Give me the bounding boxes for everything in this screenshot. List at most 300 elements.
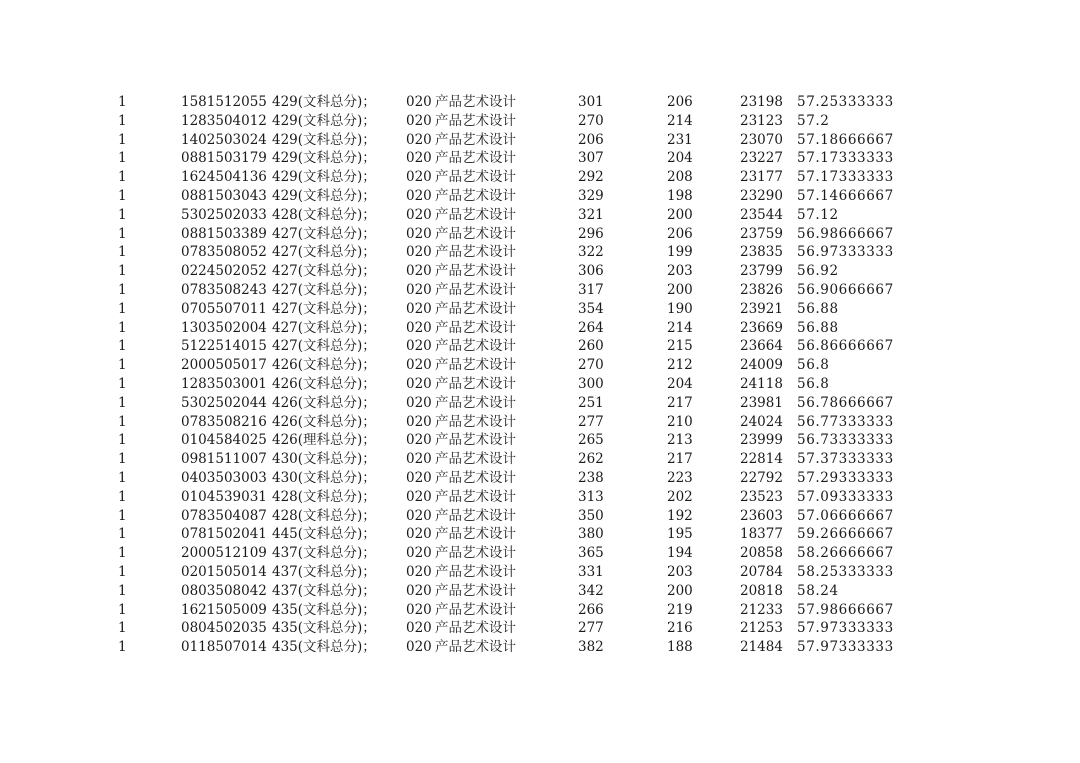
major-name-cell: 产品艺术设计 bbox=[435, 150, 516, 167]
score-a-cell: 270 bbox=[578, 112, 604, 129]
composite-score-cell: 58.25333333 bbox=[797, 563, 894, 580]
total-score-cell: 427(文科总分)； bbox=[272, 300, 376, 317]
major-code-cell: 020 bbox=[406, 545, 432, 562]
row-index-cell: 1 bbox=[118, 225, 127, 242]
rank-cell: 23123 bbox=[740, 112, 783, 129]
score-a-cell: 264 bbox=[578, 319, 604, 336]
rank-cell: 23523 bbox=[740, 488, 783, 505]
composite-score-cell: 58.26666667 bbox=[797, 545, 894, 562]
composite-score-cell: 57.14666667 bbox=[797, 187, 894, 204]
major-code-cell: 020 bbox=[406, 394, 432, 411]
table-row bbox=[0, 149, 1080, 168]
total-score-cell: 427(文科总分)； bbox=[272, 244, 376, 261]
table-row bbox=[0, 450, 1080, 469]
score-a-cell: 266 bbox=[578, 601, 604, 618]
score-a-cell: 306 bbox=[578, 263, 604, 280]
major-name-cell: 产品艺术设计 bbox=[435, 281, 516, 298]
table-row bbox=[0, 93, 1080, 112]
table-row bbox=[0, 582, 1080, 601]
row-index-cell: 1 bbox=[118, 413, 127, 430]
score-a-cell: 301 bbox=[578, 94, 604, 110]
major-name-cell: 产品艺术设计 bbox=[435, 169, 516, 186]
major-name-cell: 产品艺术设计 bbox=[435, 563, 516, 580]
row-index-cell: 1 bbox=[118, 375, 127, 392]
row-index-cell: 1 bbox=[118, 639, 127, 656]
major-code-cell: 020 bbox=[406, 413, 432, 430]
candidate-id-cell: 0881503043 bbox=[181, 187, 267, 204]
major-name-cell: 产品艺术设计 bbox=[435, 469, 516, 486]
rank-cell: 24118 bbox=[740, 375, 783, 392]
total-score-cell: 437(文科总分)； bbox=[272, 563, 376, 580]
composite-score-cell: 56.8 bbox=[797, 357, 830, 374]
major-name-cell: 产品艺术设计 bbox=[435, 375, 516, 392]
table-row bbox=[0, 206, 1080, 225]
total-score-cell: 429(文科总分)； bbox=[272, 169, 376, 186]
table-row bbox=[0, 112, 1080, 131]
major-name-cell: 产品艺术设计 bbox=[435, 526, 516, 543]
total-score-cell: 428(文科总分)； bbox=[272, 488, 376, 505]
major-code-cell: 020 bbox=[406, 131, 432, 148]
major-code-cell: 020 bbox=[406, 507, 432, 524]
candidate-id-cell: 0881503179 bbox=[181, 150, 267, 167]
table-row bbox=[0, 356, 1080, 375]
score-a-cell: 321 bbox=[578, 206, 604, 223]
row-index-cell: 1 bbox=[118, 469, 127, 486]
major-code-cell: 020 bbox=[406, 281, 432, 298]
score-a-cell: 342 bbox=[578, 582, 604, 599]
row-index-cell: 1 bbox=[118, 131, 127, 148]
major-name-cell: 产品艺术设计 bbox=[435, 338, 516, 355]
table-row bbox=[0, 601, 1080, 620]
composite-score-cell: 58.24 bbox=[797, 582, 839, 599]
composite-score-cell: 56.77333333 bbox=[797, 413, 894, 430]
total-score-cell: 429(文科总分)； bbox=[272, 94, 376, 110]
score-a-cell: 307 bbox=[578, 150, 604, 167]
major-name-cell: 产品艺术设计 bbox=[435, 131, 516, 148]
row-index-cell: 1 bbox=[118, 112, 127, 129]
composite-score-cell: 56.92 bbox=[797, 263, 839, 280]
major-name-cell: 产品艺术设计 bbox=[435, 94, 516, 110]
major-code-cell: 020 bbox=[406, 150, 432, 167]
major-name-cell: 产品艺术设计 bbox=[435, 244, 516, 261]
composite-score-cell: 56.78666667 bbox=[797, 394, 894, 411]
composite-score-cell: 57.06666667 bbox=[797, 507, 894, 524]
composite-score-cell: 57.25333333 bbox=[797, 94, 894, 110]
rank-cell: 20784 bbox=[740, 563, 783, 580]
rank-cell: 23921 bbox=[740, 300, 783, 317]
major-name-cell: 产品艺术设计 bbox=[435, 357, 516, 374]
candidate-id-cell: 5122514015 bbox=[181, 338, 267, 355]
total-score-cell: 429(文科总分)； bbox=[272, 187, 376, 204]
rank-cell: 23070 bbox=[740, 131, 783, 148]
composite-score-cell: 57.17333333 bbox=[797, 169, 894, 186]
total-score-cell: 428(文科总分)； bbox=[272, 206, 376, 223]
major-code-cell: 020 bbox=[406, 187, 432, 204]
row-index-cell: 1 bbox=[118, 281, 127, 298]
table-row bbox=[0, 262, 1080, 281]
score-b-cell: 195 bbox=[667, 526, 693, 543]
major-code-cell: 020 bbox=[406, 451, 432, 468]
composite-score-cell: 57.17333333 bbox=[797, 150, 894, 167]
score-b-cell: 219 bbox=[667, 601, 693, 618]
candidate-id-cell: 1303502004 bbox=[181, 319, 267, 336]
major-code-cell: 020 bbox=[406, 639, 432, 656]
score-b-cell: 217 bbox=[667, 394, 693, 411]
row-index-cell: 1 bbox=[118, 432, 127, 449]
score-a-cell: 300 bbox=[578, 375, 604, 392]
composite-score-cell: 56.8 bbox=[797, 375, 830, 392]
score-a-cell: 329 bbox=[578, 187, 604, 204]
total-score-cell: 430(文科总分)； bbox=[272, 451, 376, 468]
score-b-cell: 204 bbox=[667, 150, 693, 167]
table-row bbox=[0, 413, 1080, 432]
score-a-cell: 365 bbox=[578, 545, 604, 562]
score-b-cell: 203 bbox=[667, 263, 693, 280]
major-code-cell: 020 bbox=[406, 225, 432, 242]
composite-score-cell: 56.97333333 bbox=[797, 244, 894, 261]
rank-cell: 23290 bbox=[740, 187, 783, 204]
candidate-id-cell: 5302502033 bbox=[181, 206, 267, 223]
table-row bbox=[0, 619, 1080, 638]
composite-score-cell: 57.98666667 bbox=[797, 601, 894, 618]
table-row bbox=[0, 563, 1080, 582]
score-a-cell: 206 bbox=[578, 131, 604, 148]
total-score-cell: 445(文科总分)； bbox=[272, 526, 376, 543]
composite-score-cell: 57.37333333 bbox=[797, 451, 894, 468]
score-a-cell: 380 bbox=[578, 526, 604, 543]
row-index-cell: 1 bbox=[118, 357, 127, 374]
major-code-cell: 020 bbox=[406, 620, 432, 637]
major-code-cell: 020 bbox=[406, 526, 432, 543]
major-code-cell: 020 bbox=[406, 469, 432, 486]
total-score-cell: 427(文科总分)； bbox=[272, 263, 376, 280]
score-b-cell: 198 bbox=[667, 187, 693, 204]
composite-score-cell: 57.2 bbox=[797, 112, 830, 129]
score-a-cell: 262 bbox=[578, 451, 604, 468]
candidate-id-cell: 1621505009 bbox=[181, 601, 267, 618]
row-index-cell: 1 bbox=[118, 601, 127, 618]
rank-cell: 22792 bbox=[740, 469, 783, 486]
score-b-cell: 200 bbox=[667, 582, 693, 599]
candidate-id-cell: 0403503003 bbox=[181, 469, 267, 486]
major-name-cell: 产品艺术设计 bbox=[435, 225, 516, 242]
score-b-cell: 208 bbox=[667, 169, 693, 186]
table-row bbox=[0, 281, 1080, 300]
row-index-cell: 1 bbox=[118, 526, 127, 543]
score-b-cell: 200 bbox=[667, 206, 693, 223]
score-a-cell: 354 bbox=[578, 300, 604, 317]
major-name-cell: 产品艺术设计 bbox=[435, 620, 516, 637]
score-b-cell: 215 bbox=[667, 338, 693, 355]
score-a-cell: 260 bbox=[578, 338, 604, 355]
rank-cell: 22814 bbox=[740, 451, 783, 468]
row-index-cell: 1 bbox=[118, 263, 127, 280]
score-b-cell: 202 bbox=[667, 488, 693, 505]
major-name-cell: 产品艺术设计 bbox=[435, 488, 516, 505]
major-name-cell: 产品艺术设计 bbox=[435, 582, 516, 599]
major-code-cell: 020 bbox=[406, 375, 432, 392]
major-name-cell: 产品艺术设计 bbox=[435, 432, 516, 449]
score-a-cell: 292 bbox=[578, 169, 604, 186]
table-row bbox=[0, 168, 1080, 187]
candidate-id-cell: 0783508243 bbox=[181, 281, 267, 298]
candidate-id-cell: 0783504087 bbox=[181, 507, 267, 524]
table-row bbox=[0, 131, 1080, 150]
candidate-id-cell: 2000512109 bbox=[181, 545, 267, 562]
rank-cell: 23198 bbox=[740, 94, 783, 110]
score-b-cell: 199 bbox=[667, 244, 693, 261]
total-score-cell: 429(文科总分)； bbox=[272, 131, 376, 148]
major-name-cell: 产品艺术设计 bbox=[435, 507, 516, 524]
total-score-cell: 435(文科总分)； bbox=[272, 620, 376, 637]
major-code-cell: 020 bbox=[406, 319, 432, 336]
rank-cell: 23544 bbox=[740, 206, 783, 223]
score-b-cell: 217 bbox=[667, 451, 693, 468]
row-index-cell: 1 bbox=[118, 206, 127, 223]
total-score-cell: 427(文科总分)； bbox=[272, 281, 376, 298]
rank-cell: 23669 bbox=[740, 319, 783, 336]
row-index-cell: 1 bbox=[118, 319, 127, 336]
total-score-cell: 428(文科总分)； bbox=[272, 507, 376, 524]
composite-score-cell: 57.09333333 bbox=[797, 488, 894, 505]
score-b-cell: 206 bbox=[667, 94, 693, 110]
candidate-id-cell: 0981511007 bbox=[181, 451, 267, 468]
candidate-id-cell: 0104539031 bbox=[181, 488, 267, 505]
composite-score-cell: 56.90666667 bbox=[797, 281, 894, 298]
major-name-cell: 产品艺术设计 bbox=[435, 300, 516, 317]
total-score-cell: 426(文科总分)； bbox=[272, 413, 376, 430]
total-score-cell: 429(文科总分)； bbox=[272, 150, 376, 167]
score-a-cell: 251 bbox=[578, 394, 604, 411]
composite-score-cell: 56.88 bbox=[797, 300, 839, 317]
score-a-cell: 382 bbox=[578, 639, 604, 656]
score-a-cell: 350 bbox=[578, 507, 604, 524]
total-score-cell: 430(文科总分)； bbox=[272, 469, 376, 486]
major-code-cell: 020 bbox=[406, 601, 432, 618]
candidate-id-cell: 1581512055 bbox=[181, 94, 267, 110]
composite-score-cell: 57.12 bbox=[797, 206, 839, 223]
row-index-cell: 1 bbox=[118, 507, 127, 524]
row-index-cell: 1 bbox=[118, 94, 127, 110]
score-b-cell: 204 bbox=[667, 375, 693, 392]
composite-score-cell: 57.29333333 bbox=[797, 469, 894, 486]
rank-cell: 23603 bbox=[740, 507, 783, 524]
table-row bbox=[0, 337, 1080, 356]
total-score-cell: 427(文科总分)； bbox=[272, 225, 376, 242]
candidate-id-cell: 0118507014 bbox=[181, 639, 267, 656]
major-code-cell: 020 bbox=[406, 206, 432, 223]
rank-cell: 21484 bbox=[740, 639, 783, 656]
major-code-cell: 020 bbox=[406, 263, 432, 280]
row-index-cell: 1 bbox=[118, 451, 127, 468]
table-row bbox=[0, 394, 1080, 413]
major-name-cell: 产品艺术设计 bbox=[435, 319, 516, 336]
candidate-id-cell: 5302502044 bbox=[181, 394, 267, 411]
total-score-cell: 435(文科总分)； bbox=[272, 639, 376, 656]
score-a-cell: 277 bbox=[578, 620, 604, 637]
major-name-cell: 产品艺术设计 bbox=[435, 112, 516, 129]
major-name-cell: 产品艺术设计 bbox=[435, 601, 516, 618]
table-row bbox=[0, 187, 1080, 206]
composite-score-cell: 57.97333333 bbox=[797, 639, 894, 656]
row-index-cell: 1 bbox=[118, 394, 127, 411]
score-a-cell: 322 bbox=[578, 244, 604, 261]
table-row bbox=[0, 469, 1080, 488]
total-score-cell: 427(文科总分)； bbox=[272, 338, 376, 355]
row-index-cell: 1 bbox=[118, 563, 127, 580]
score-b-cell: 192 bbox=[667, 507, 693, 524]
total-score-cell: 437(文科总分)； bbox=[272, 545, 376, 562]
row-index-cell: 1 bbox=[118, 300, 127, 317]
score-b-cell: 214 bbox=[667, 319, 693, 336]
row-index-cell: 1 bbox=[118, 244, 127, 261]
rank-cell: 24024 bbox=[740, 413, 783, 430]
candidate-id-cell: 1283504012 bbox=[181, 112, 267, 129]
rank-cell: 23759 bbox=[740, 225, 783, 242]
row-index-cell: 1 bbox=[118, 545, 127, 562]
rank-cell: 21233 bbox=[740, 601, 783, 618]
rank-cell: 23835 bbox=[740, 244, 783, 261]
table-row bbox=[0, 638, 1080, 657]
row-index-cell: 1 bbox=[118, 488, 127, 505]
score-b-cell: 203 bbox=[667, 563, 693, 580]
rank-cell: 23664 bbox=[740, 338, 783, 355]
rank-cell: 21253 bbox=[740, 620, 783, 637]
table-row bbox=[0, 525, 1080, 544]
candidate-id-cell: 0705507011 bbox=[181, 300, 267, 317]
major-code-cell: 020 bbox=[406, 488, 432, 505]
score-b-cell: 210 bbox=[667, 413, 693, 430]
table-row bbox=[0, 375, 1080, 394]
row-index-cell: 1 bbox=[118, 620, 127, 637]
candidate-id-cell: 0224502052 bbox=[181, 263, 267, 280]
rank-cell: 18377 bbox=[740, 526, 783, 543]
row-index-cell: 1 bbox=[118, 169, 127, 186]
major-code-cell: 020 bbox=[406, 357, 432, 374]
total-score-cell: 435(文科总分)； bbox=[272, 601, 376, 618]
table-row bbox=[0, 319, 1080, 338]
rank-cell: 23177 bbox=[740, 169, 783, 186]
score-b-cell: 190 bbox=[667, 300, 693, 317]
row-index-cell: 1 bbox=[118, 338, 127, 355]
major-code-cell: 020 bbox=[406, 94, 432, 110]
composite-score-cell: 56.98666667 bbox=[797, 225, 894, 242]
candidate-id-cell: 0804502035 bbox=[181, 620, 267, 637]
total-score-cell: 427(文科总分)； bbox=[272, 319, 376, 336]
rank-cell: 23799 bbox=[740, 263, 783, 280]
major-name-cell: 产品艺术设计 bbox=[435, 263, 516, 280]
total-score-cell: 437(文科总分)； bbox=[272, 582, 376, 599]
score-b-cell: 213 bbox=[667, 432, 693, 449]
major-name-cell: 产品艺术设计 bbox=[435, 413, 516, 430]
composite-score-cell: 56.73333333 bbox=[797, 432, 894, 449]
score-b-cell: 214 bbox=[667, 112, 693, 129]
major-code-cell: 020 bbox=[406, 112, 432, 129]
score-a-cell: 270 bbox=[578, 357, 604, 374]
candidate-id-cell: 0783508216 bbox=[181, 413, 267, 430]
composite-score-cell: 56.88 bbox=[797, 319, 839, 336]
rank-cell: 24009 bbox=[740, 357, 783, 374]
rank-cell: 23826 bbox=[740, 281, 783, 298]
major-code-cell: 020 bbox=[406, 244, 432, 261]
score-b-cell: 231 bbox=[667, 131, 693, 148]
major-code-cell: 020 bbox=[406, 300, 432, 317]
candidate-id-cell: 0783508052 bbox=[181, 244, 267, 261]
rank-cell: 23999 bbox=[740, 432, 783, 449]
score-a-cell: 331 bbox=[578, 563, 604, 580]
score-a-cell: 296 bbox=[578, 225, 604, 242]
major-name-cell: 产品艺术设计 bbox=[435, 639, 516, 656]
major-name-cell: 产品艺术设计 bbox=[435, 187, 516, 204]
row-index-cell: 1 bbox=[118, 187, 127, 204]
candidate-id-cell: 0104584025 bbox=[181, 432, 267, 449]
total-score-cell: 426(理科总分)； bbox=[272, 432, 376, 449]
total-score-cell: 426(文科总分)； bbox=[272, 394, 376, 411]
major-code-cell: 020 bbox=[406, 432, 432, 449]
score-b-cell: 200 bbox=[667, 281, 693, 298]
score-a-cell: 313 bbox=[578, 488, 604, 505]
score-a-cell: 277 bbox=[578, 413, 604, 430]
candidate-id-cell: 0781502041 bbox=[181, 526, 267, 543]
composite-score-cell: 57.97333333 bbox=[797, 620, 894, 637]
table-row bbox=[0, 488, 1080, 507]
rank-cell: 23981 bbox=[740, 394, 783, 411]
major-code-cell: 020 bbox=[406, 338, 432, 355]
major-name-cell: 产品艺术设计 bbox=[435, 206, 516, 223]
score-b-cell: 223 bbox=[667, 469, 693, 486]
score-a-cell: 317 bbox=[578, 281, 604, 298]
score-a-cell: 265 bbox=[578, 432, 604, 449]
major-name-cell: 产品艺术设计 bbox=[435, 451, 516, 468]
candidate-id-cell: 1283503001 bbox=[181, 375, 267, 392]
score-b-cell: 212 bbox=[667, 357, 693, 374]
total-score-cell: 426(文科总分)； bbox=[272, 375, 376, 392]
candidate-id-cell: 0881503389 bbox=[181, 225, 267, 242]
table-row bbox=[0, 431, 1080, 450]
score-b-cell: 188 bbox=[667, 639, 693, 656]
table-row bbox=[0, 300, 1080, 319]
candidate-id-cell: 0201505014 bbox=[181, 563, 267, 580]
row-index-cell: 1 bbox=[118, 150, 127, 167]
total-score-cell: 426(文科总分)； bbox=[272, 357, 376, 374]
total-score-cell: 429(文科总分)； bbox=[272, 112, 376, 129]
table-row bbox=[0, 507, 1080, 526]
table-row bbox=[0, 225, 1080, 244]
score-b-cell: 206 bbox=[667, 225, 693, 242]
composite-score-cell: 59.26666667 bbox=[797, 526, 894, 543]
score-b-cell: 194 bbox=[667, 545, 693, 562]
major-name-cell: 产品艺术设计 bbox=[435, 545, 516, 562]
major-code-cell: 020 bbox=[406, 582, 432, 599]
rank-cell: 20818 bbox=[740, 582, 783, 599]
rank-cell: 20858 bbox=[740, 545, 783, 562]
candidate-id-cell: 2000505017 bbox=[181, 357, 267, 374]
composite-score-cell: 57.18666667 bbox=[797, 131, 894, 148]
table-row bbox=[0, 243, 1080, 262]
rank-cell: 23227 bbox=[740, 150, 783, 167]
candidate-id-cell: 1624504136 bbox=[181, 169, 267, 186]
admission-score-table bbox=[0, 93, 1080, 657]
table-row bbox=[0, 544, 1080, 563]
candidate-id-cell: 0803508042 bbox=[181, 582, 267, 599]
major-code-cell: 020 bbox=[406, 169, 432, 186]
major-name-cell: 产品艺术设计 bbox=[435, 394, 516, 411]
score-b-cell: 216 bbox=[667, 620, 693, 637]
row-index-cell: 1 bbox=[118, 582, 127, 599]
candidate-id-cell: 1402503024 bbox=[181, 131, 267, 148]
composite-score-cell: 56.86666667 bbox=[797, 338, 894, 355]
score-a-cell: 238 bbox=[578, 469, 604, 486]
